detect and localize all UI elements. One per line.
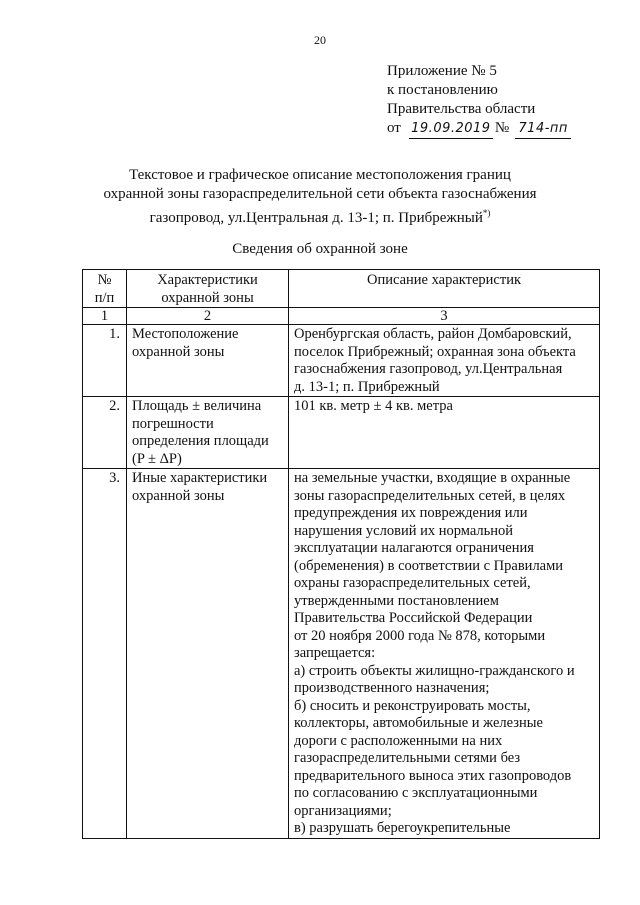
row-number: 3. <box>83 469 127 839</box>
zone-table <box>82 269 600 839</box>
column-index: 3 <box>289 308 600 325</box>
title-line-3: газопровод, ул.Центральная д. 13-1; п. Прибрежный*) <box>149 208 491 226</box>
handwritten-number: 714-пп <box>515 119 571 139</box>
column-index: 2 <box>127 308 289 325</box>
table-row <box>83 397 600 469</box>
appendix-government: Правительства области <box>387 101 536 117</box>
appendix-resolution: к постановлению <box>387 82 498 98</box>
table-row <box>83 469 600 839</box>
handwritten-date: 19.09.2019 <box>409 119 493 139</box>
page-number: 20 <box>314 33 326 47</box>
title-line-1: Текстовое и графическое описание местоположения границ <box>129 167 511 183</box>
table-row <box>83 325 600 397</box>
row-description: на земельные участки, входящие в охранные зоны газораспределительных сетей, в целях предупреждения их повреждения или нарушения условий их нормальной эксплуатации налагаются ограничения (обременения) в соответствии с Правилами охраны газораспределительных сетей, утвержденными постановлением Правительства Российской Федерации от 20 ноября 2000 года № 878, которыми запрещается: а) строить объекты жилищно-гражданского и производственного назначения; б) сносить и реконструировать мосты, коллекторы, автомобильные и железные дороги с расположенными на них газораспределительными сетями без предварительного выноса этих газопроводов по согласованию с эксплуатационными организациями; в) разрушать берегоукрепительные <box>289 469 600 839</box>
title-line-2: охранной зоны газораспределительной сети объекта газоснабжения <box>103 186 537 202</box>
row-characteristic: Площадь ± величина погрешности определения площади (P ± ΔP) <box>127 397 289 469</box>
section-subtitle: Сведения об охранной зоне <box>232 241 408 257</box>
row-description: 101 кв. метр ± 4 кв. метра <box>289 397 600 469</box>
table-header-row <box>83 270 600 308</box>
appendix-date-line <box>387 119 571 139</box>
header-num: № п/п <box>83 270 127 308</box>
column-index: 1 <box>83 308 127 325</box>
header-characteristics: Характеристики охранной зоны <box>127 270 289 308</box>
appendix-title: Приложение № 5 <box>387 63 497 79</box>
row-description: Оренбургская область, район Домбаровский, поселок Прибрежный; охранная зона объекта газоснабжения газопровод, ул.Центральная д. 13-1; п. Прибрежный <box>289 325 600 397</box>
row-number: 2. <box>83 397 127 469</box>
row-characteristic: Местоположение охранной зоны <box>127 325 289 397</box>
column-index-row <box>83 308 600 325</box>
row-characteristic: Иные характеристики охранной зоны <box>127 469 289 839</box>
appendix-from-label: от <box>387 120 401 136</box>
row-number: 1. <box>83 325 127 397</box>
appendix-block <box>387 62 571 139</box>
header-description: Описание характеристик <box>289 270 600 308</box>
footnote-mark: *) <box>482 208 491 218</box>
document-title <box>0 166 640 228</box>
number-sign: № <box>494 120 510 136</box>
